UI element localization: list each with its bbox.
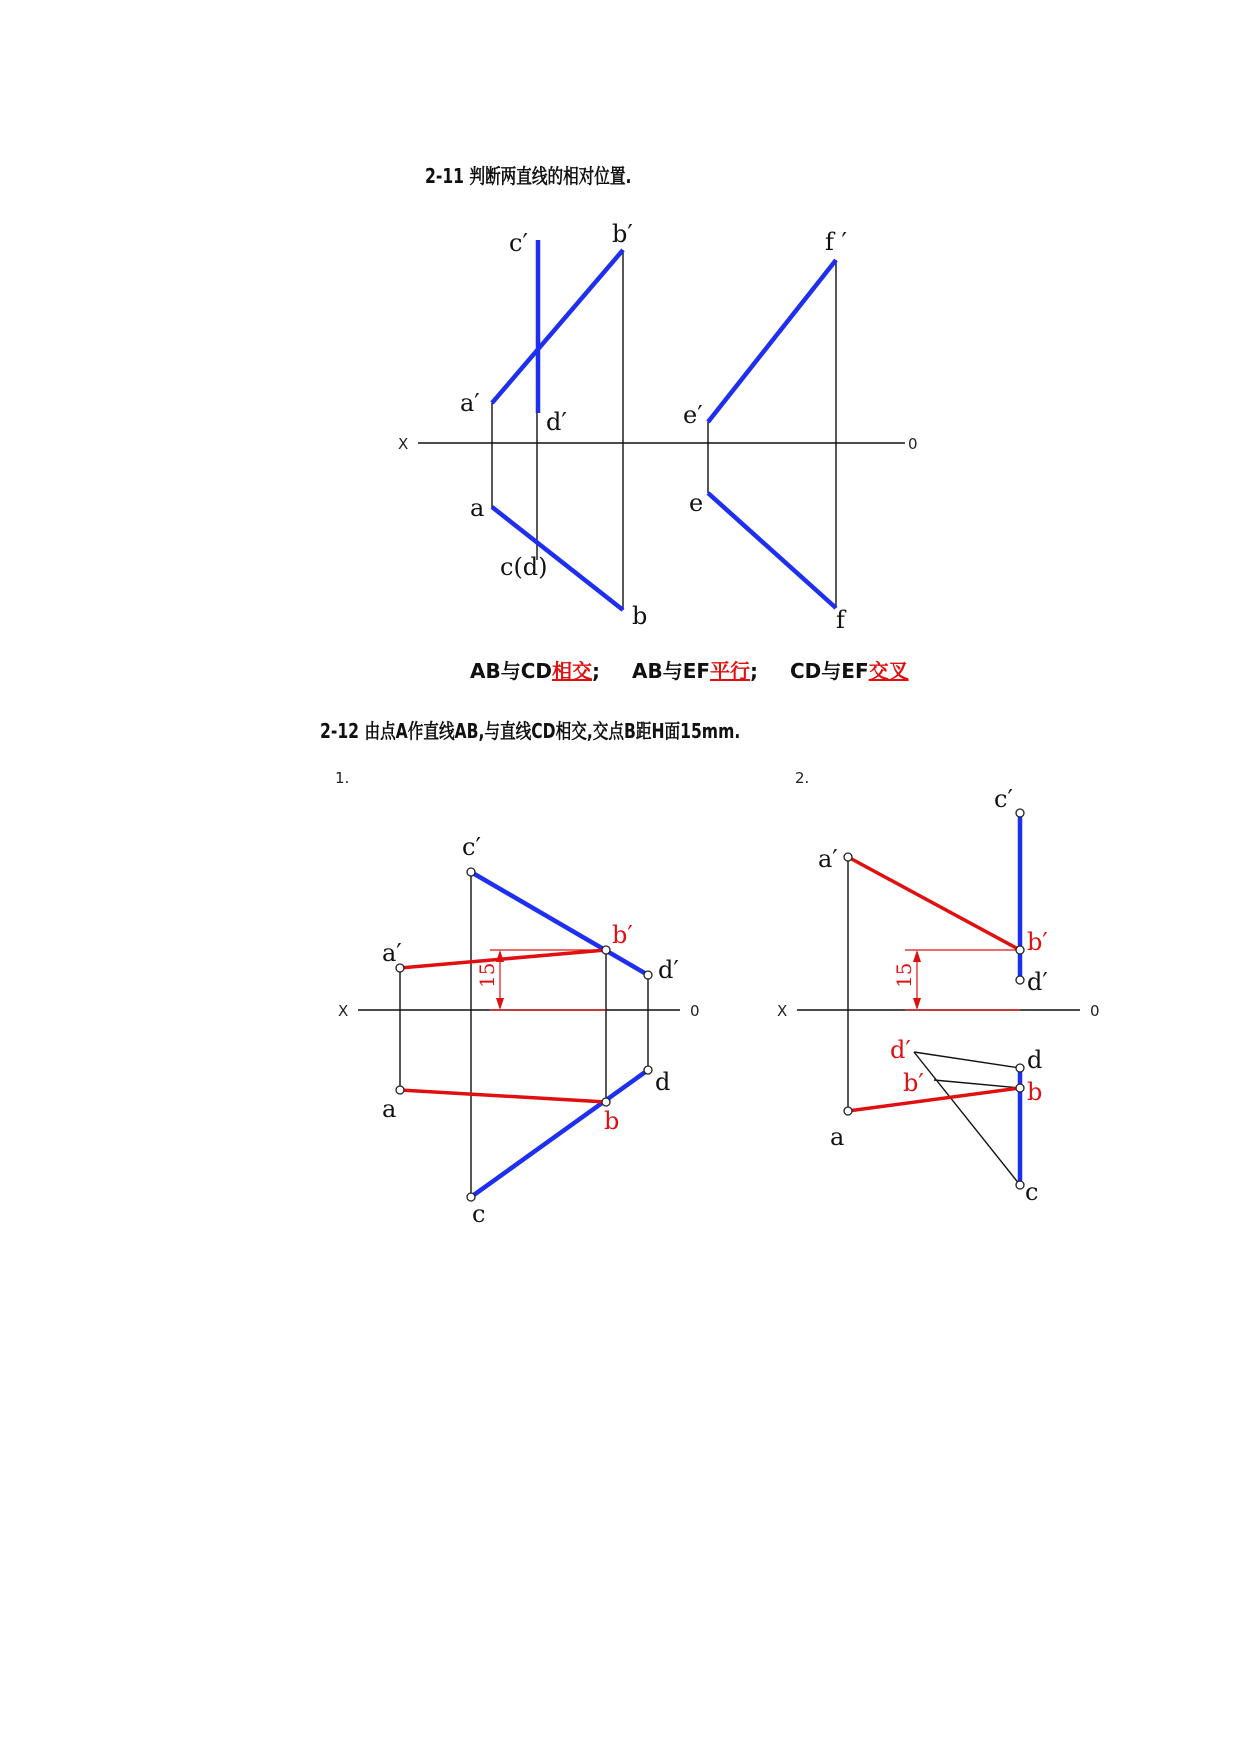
label-c-prime: c′ (994, 785, 1013, 813)
label-d-prime: d′ (658, 956, 679, 984)
label-b-prime: b′ (1027, 928, 1048, 956)
answer-cd-ef-prefix: CD与EF (790, 659, 869, 683)
point-d-prime (644, 971, 652, 979)
label-b: b (604, 1107, 620, 1135)
dim-value: 15 (475, 962, 499, 988)
dim-arrow-down (913, 998, 921, 1010)
axis-x-label: X (777, 1002, 788, 1020)
label-b: b (1027, 1078, 1043, 1106)
point-d (644, 1066, 652, 1074)
label-b-prime-aux: b′ (903, 1069, 924, 1097)
aux-line-d-prime-d (914, 1052, 1020, 1068)
line-a-prime-b-prime (400, 950, 606, 968)
point-b (1016, 1084, 1024, 1092)
point-c (1016, 1181, 1024, 1189)
figure-2-12-2 (777, 769, 1100, 1206)
line-a-prime-b-prime (492, 250, 623, 403)
answer-ab-cd-suffix: ; (592, 659, 601, 683)
aux-line-b-prime-b (934, 1080, 1020, 1088)
dim-value: 15 (892, 962, 916, 988)
answers-row (470, 659, 909, 683)
axis-x-label: X (338, 1002, 349, 1020)
point-b-prime (1016, 946, 1024, 954)
label-c-prime: c′ (462, 833, 481, 861)
point-a (396, 1086, 404, 1094)
answer-ab-cd-value: 相交 (552, 659, 593, 683)
axis-x-label: X (398, 435, 409, 453)
label-a-prime: a′ (382, 939, 402, 967)
figure-2-12-1 (335, 769, 700, 1228)
answer-ab-ef-value: 平行 (710, 659, 751, 683)
label-f: f (836, 606, 845, 634)
label-c-prime: c′ (509, 229, 528, 257)
axis-o-label: 0 (690, 1002, 700, 1020)
label-c: c (1025, 1178, 1039, 1206)
point-b (602, 1098, 610, 1106)
answer-ab-ef-prefix: AB与EF (632, 659, 711, 683)
answer-ab-ef (632, 659, 758, 683)
point-d (1016, 1064, 1024, 1072)
answer-ab-ef-suffix: ; (750, 659, 759, 683)
label-b-prime: b′ (612, 921, 633, 949)
label-b-prime: b′ (612, 220, 633, 248)
figure-2-11 (398, 220, 918, 634)
line-ef (708, 493, 836, 608)
point-c-prime (1016, 809, 1024, 817)
label-a: a (382, 1095, 397, 1123)
problem-2-11-title: 2-11 判断两直线的相对位置. (425, 164, 632, 188)
line-ab (848, 1088, 1020, 1111)
axis-o-label: 0 (1090, 1002, 1100, 1020)
answer-ab-cd-prefix: AB与CD (470, 659, 553, 683)
answer-cd-ef-value: 交叉 (868, 659, 909, 683)
point-a (844, 1107, 852, 1115)
point-c-prime (467, 868, 475, 876)
axis-o-label: 0 (908, 435, 918, 453)
point-a-prime (844, 853, 852, 861)
answer-cd-ef (790, 659, 909, 683)
figure-1-number: 1. (335, 769, 350, 787)
line-cd (471, 1070, 648, 1197)
line-a-prime-b-prime (848, 857, 1020, 950)
line-e-prime-f-prime (708, 260, 836, 422)
label-d: d (655, 1068, 671, 1096)
label-e: e (689, 489, 704, 517)
label-f-prime: f ′ (825, 228, 847, 256)
label-a-prime: a′ (460, 389, 480, 417)
label-d-prime: d′ (1027, 968, 1048, 996)
figure-2-number: 2. (795, 769, 810, 787)
problem-2-12-title: 2-12 由点A作直线AB,与直线CD相交,交点B距H面15mm. (320, 719, 741, 743)
label-c: c (472, 1200, 486, 1228)
label-d-prime-aux: d′ (890, 1036, 911, 1064)
label-a: a (470, 494, 485, 522)
label-c-d: c(d) (500, 553, 548, 581)
aux-line-d-prime-c (914, 1052, 1020, 1185)
label-d-prime: d′ (546, 408, 567, 436)
label-d: d (1027, 1046, 1043, 1074)
line-ab (400, 1090, 606, 1102)
dim-arrow-down (496, 998, 504, 1010)
label-a-prime: a′ (818, 845, 838, 873)
point-d-prime (1016, 976, 1024, 984)
label-a: a (830, 1123, 845, 1151)
label-e-prime: e′ (683, 401, 703, 429)
point-b-prime (602, 946, 610, 954)
label-b: b (632, 602, 648, 630)
dim-arrow-up (913, 950, 921, 962)
answer-ab-cd (470, 659, 600, 683)
